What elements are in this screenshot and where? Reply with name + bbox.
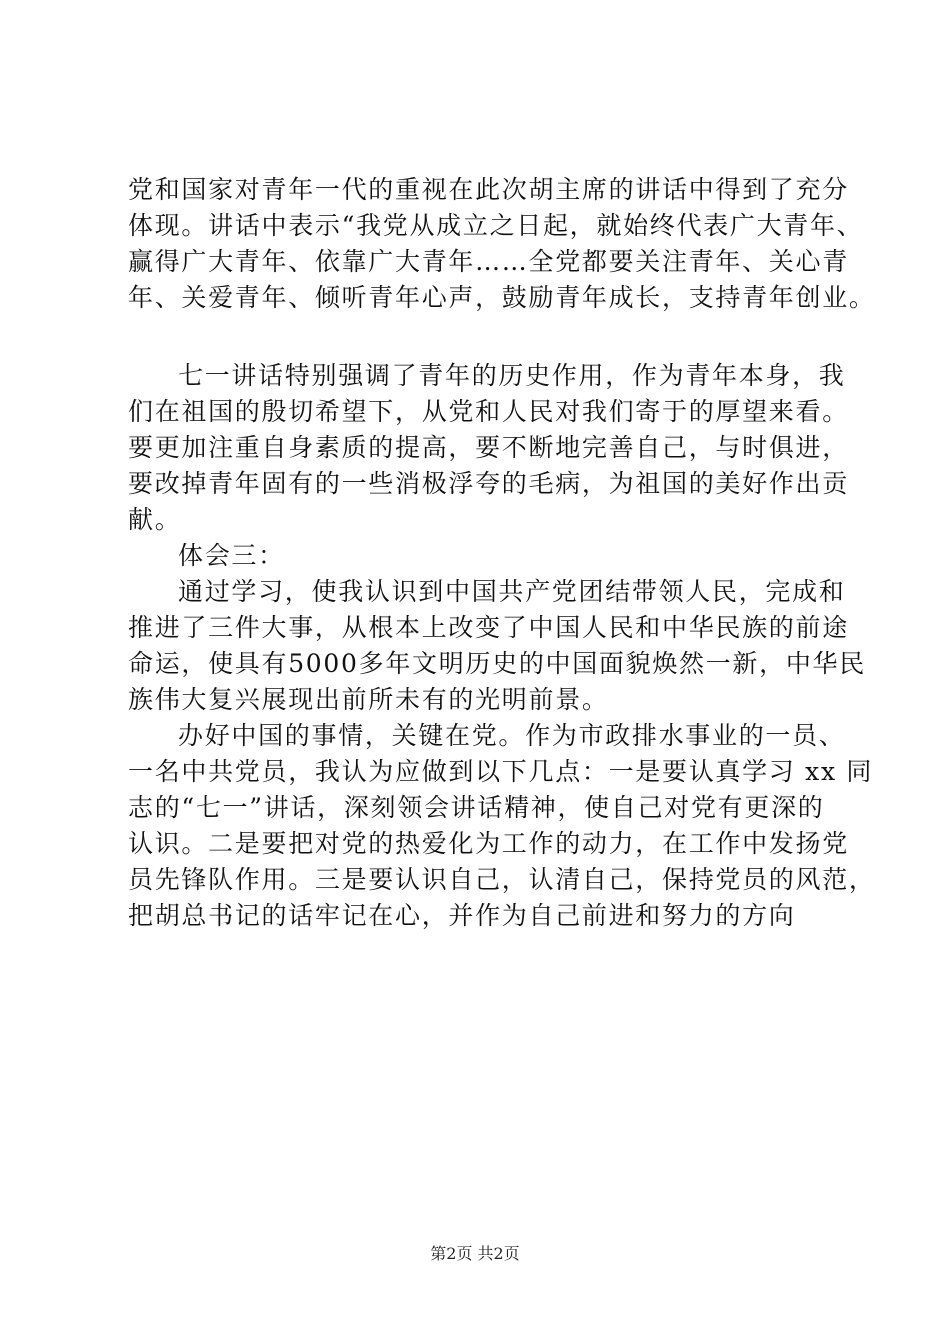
text-line: 七一讲话特别强调了青年的历史作用，作为青年本身，我 <box>178 361 846 390</box>
text-line: 员先锋队作用。三是要认识自己，认清自己，保持党员的风范， <box>128 865 876 894</box>
paragraph-1 <box>128 172 876 316</box>
text-line: 志的“七一”讲话，深刻领会讲话精神，使自己对党有更深的 <box>128 793 825 822</box>
text-line: 党和国家对青年一代的重视在此次胡主席的讲话中得到了充分 <box>128 175 849 204</box>
text-line: 要改掉青年固有的一些消极浮夸的毛病，为祖国的美好作出贡 <box>128 469 849 498</box>
text-line: 们在祖国的殷切希望下，从党和人民对我们寄于的厚望来看。 <box>128 397 849 426</box>
paragraph-3 <box>128 574 866 718</box>
text-line: 族伟大复兴展现出前所未有的光明前景。 <box>128 685 609 714</box>
paragraph-spacer <box>128 316 828 358</box>
page-footer <box>0 1244 950 1264</box>
text-line: 年、关爱青年、倾听青年心声，鼓励青年成长，支持青年创业。 <box>128 283 876 312</box>
text-line: 命运，使具有5000多年文明历史的中国面貌焕然一新，中华民 <box>128 649 866 678</box>
section-heading: 体会三： <box>178 541 285 570</box>
document-body <box>128 172 876 934</box>
text-line: 赢得广大青年、依靠广大青年……全党都要关注青年、关心青 <box>128 247 849 276</box>
text-line: 把胡总书记的话牢记在心，并作为自己前进和努力的方向 <box>128 901 796 930</box>
text-line: 认识。二是要把对党的热爱化为工作的动力，在工作中发扬党 <box>128 829 849 858</box>
text-line: 办好中国的事情，关键在党。作为市政排水事业的一员、 <box>178 721 846 750</box>
text-line: 献。 <box>128 505 182 534</box>
text-line: 一名中共党员，我认为应做到以下几点：一是要认真学习 xx 同 <box>128 757 874 786</box>
text-line: 体现。讲话中表示“我党从成立之日起，就始终代表广大青年、 <box>128 211 864 240</box>
text-line: 通过学习，使我认识到中国共产党团结带领人民，完成和 <box>178 577 846 606</box>
page-number-label: 第2页 共2页 <box>430 1244 520 1263</box>
text-line: 要更加注重自身素质的提高，要不断地完善自己，与时俱进， <box>128 433 849 462</box>
paragraph-2 <box>128 358 849 538</box>
paragraph-4 <box>128 718 876 934</box>
text-line: 推进了三件大事，从根本上改变了中国人民和中华民族的前途 <box>128 613 849 642</box>
